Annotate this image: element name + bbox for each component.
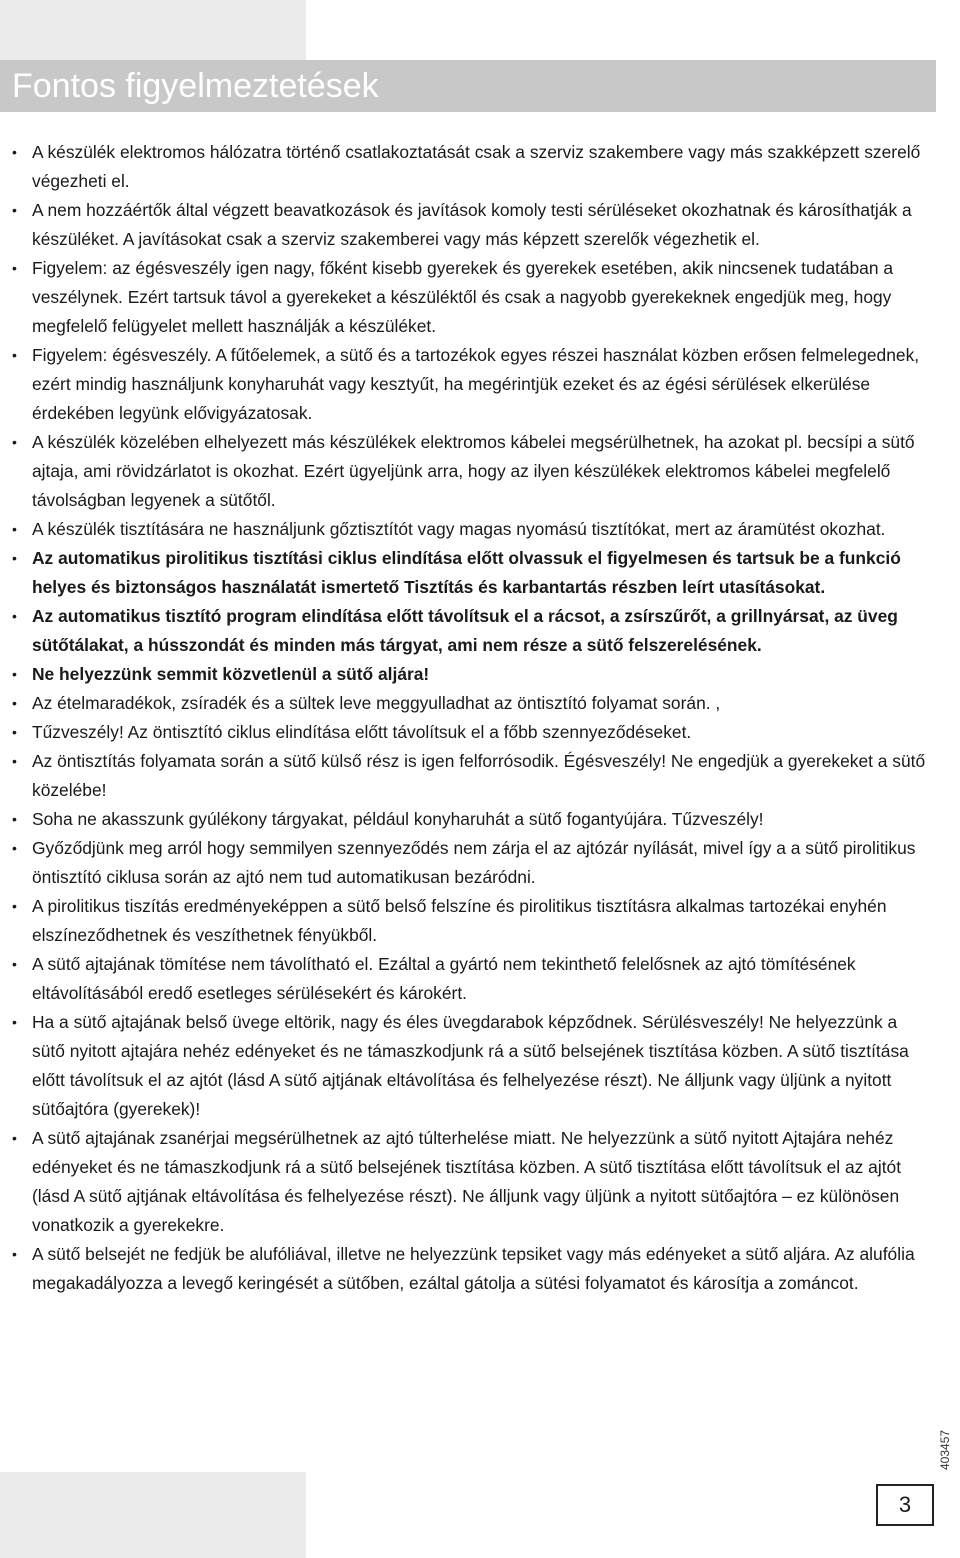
bullet-icon: • [12,434,17,450]
list-item-text: A sütő ajtajának tömítése nem távolítható el. Ezáltal a gyártó nem tekinthető felelősnek az ajtó tömítésének eltávolításából eredő esetleges sérülésekért és károkért. [32,954,856,1003]
list-item-text: Ne helyezzünk semmit közvetlenül a sütő aljára! [32,664,430,684]
list-item-text: Az ételmaradékok, zsíradék és a sültek leve meggyulladhat az öntisztító folyamat során. , [32,693,721,713]
list-item [12,1008,932,1124]
warning-list [12,138,932,1298]
bullet-icon: • [12,1014,17,1030]
bullet-icon: • [12,1130,17,1146]
bullet-icon: • [12,608,17,624]
list-item-text: Tűzveszély! Az öntisztító ciklus elindítása előtt távolítsuk el a főbb szennyeződéseket. [32,722,692,742]
bullet-icon: • [12,666,17,682]
list-item [12,1124,932,1240]
list-item [12,138,932,196]
list-item-text: A sütő ajtajának zsanérjai megsérülhetnek az ajtó túlterhelése miatt. Ne helyezzünk a sütő nyitott Ajtajára nehéz edényeket és ne támaszkodjunk rá a sütő belsejének tisztítása közben. A sütő tisztítása előtt távolítsuk el az ajtót (lásd A sütő ajtjának eltávolítása és felhelyezése részt). Ne álljunk vagy üljünk a nyitott sütőajtóra – ez különösen vonatkozik a gyerekekre. [32,1128,902,1235]
bullet-icon: • [12,144,17,160]
list-item [12,515,932,544]
bullet-icon: • [12,956,17,972]
bullet-icon: • [12,202,17,218]
list-item-text: A sütő belsejét ne fedjük be alufóliával, illetve ne helyezzünk tepsiket vagy más edényeket a sütő aljára. Az alufólia megakadályozza a levegő keringését a sütőben, ezáltal gátolja a sütési folyamatot és károsítja a zománcot. [32,1244,915,1293]
list-item-text: Az automatikus pirolitikus tisztítási ciklus elindítása előtt olvassuk el figyelmesen és tartsuk be a funkció helyes és biztonságos használatát ismertető Tisztítás és karbantartás részben leírt utasításokat. [32,548,901,597]
page-number: 3 [898,1492,912,1517]
list-item-text: Soha ne akasszunk gyúlékony tárgyakat, például konyharuhát a sütő fogantyújára. Tűzveszély! [32,809,764,829]
list-item [12,660,932,689]
list-item-text: Az öntisztítás folyamata során a sütő külső rész is igen felforrósodik. Égésveszély! Ne engedjük a gyerekeket a sütő közelébe! [32,751,926,800]
bullet-icon: • [12,347,17,363]
list-item [12,950,932,1008]
list-item [12,834,932,892]
bullet-icon: • [12,260,17,276]
list-item-text: A készülék tisztítására ne használjunk gőztisztítót vagy magas nyomású tisztítókat, mert az áramütést okozhat. [32,519,886,539]
bullet-icon: • [12,898,17,914]
list-item [12,196,932,254]
list-item-text: A pirolitikus tiszítás eredményeképpen a sütő belső felszíne és pirolitikus tisztításra alkalmas tartozékai enyhén elszíneződhetnek és veszíthetnek fényükből. [32,896,887,945]
list-item [12,892,932,950]
bullet-icon: • [12,724,17,740]
bullet-icon: • [12,811,17,827]
list-item [12,805,932,834]
list-item-text: A nem hozzáértők által végzett beavatkozások és javítások komoly testi sérüléseket okozhatnak és károsíthatják a készüléket. A javításokat csak a szerviz szakemberei vagy más képzett szerelők végezhetik el. [32,200,912,249]
bullet-icon: • [12,1246,17,1262]
list-item [12,689,932,718]
top-gray-block [0,0,306,60]
list-item [12,428,932,515]
document-code-text: 403457 [938,1429,952,1470]
list-item [12,718,932,747]
list-item-text: Ha a sütő ajtajának belső üvege eltörik, nagy és éles üvegdarabok képződnek. Sérülésveszély! Ne helyezzünk a sütő nyitott ajtajára nehéz edényeket és ne támaszkodjunk rá a sütő belsejének tisztítása közben. A sütő tisztítása előtt távolítsuk el az ajtót (lásd A sütő ajtjának eltávolítása és felhelyezése részt). Ne álljunk vagy üljünk a nyitott sütőajtóra (gyerekek)! [32,1012,909,1119]
list-item [12,747,932,805]
list-item [12,544,932,602]
bottom-gray-block [0,1472,306,1558]
bullet-icon: • [12,840,17,856]
bullet-icon: • [12,550,17,566]
list-item [12,1240,932,1298]
list-item-text: Figyelem: az égésveszély igen nagy, főként kisebb gyerekek és gyerekek esetében, akik nincsenek tudatában a veszélynek. Ezért tartsuk távol a gyerekeket a készüléktől és csak a nagyobb gyerekeknek engedjük meg, hogy megfelelő felügyelet mellett használják a készüléket. [32,258,894,336]
bullet-icon: • [12,521,17,537]
list-item [12,341,932,428]
list-item-text: A készülék elektromos hálózatra történő csatlakoztatását csak a szerviz szakembere vagy más szakképzett szerelő végezheti el. [32,142,921,191]
list-item [12,254,932,341]
page-title: Fontos figyelmeztetések [12,67,379,105]
title-bar [0,60,936,112]
list-item-text: Győződjünk meg arról hogy semmilyen szennyeződés nem zárja el az ajtózár nyílását, mivel így a a sütő pirolitikus öntisztító ciklusa során az ajtó nem tud automatikusan bezáródni. [32,838,916,887]
bullet-icon: • [12,753,17,769]
bullet-icon: • [12,695,17,711]
list-item-text: A készülék közelében elhelyezett más készülékek elektromos kábelei megsérülhetnek, ha azokat pl. becsípi a sütő ajtaja, ami rövidzárlatot is okozhat. Ezért ügyeljünk arra, hogy az ilyen készülékek elektromos kábelei megfelelő távolságban legyenek a sütőtől. [32,432,915,510]
list-item-text: Az automatikus tisztító program elindítása előtt távolítsuk el a rácsot, a zsírszűrőt, a grillnyársat, az üveg sütőtálakat, a hússzondát és minden más tárgyat, ami nem része a sütő felszerelésének. [32,606,898,655]
page-number-box [876,1484,934,1526]
list-item-text: Figyelem: égésveszély. A fűtőelemek, a sütő és a tartozékok egyes részei használat közben erősen felmelegednek, ezért mindig használjunk konyharuhát vagy kesztyűt, ha megérintjük ezeket és az égési sérülések elkerülése érdekében legyünk elővigyázatosak. [32,345,920,423]
list-item [12,602,932,660]
document-code [938,1420,958,1470]
